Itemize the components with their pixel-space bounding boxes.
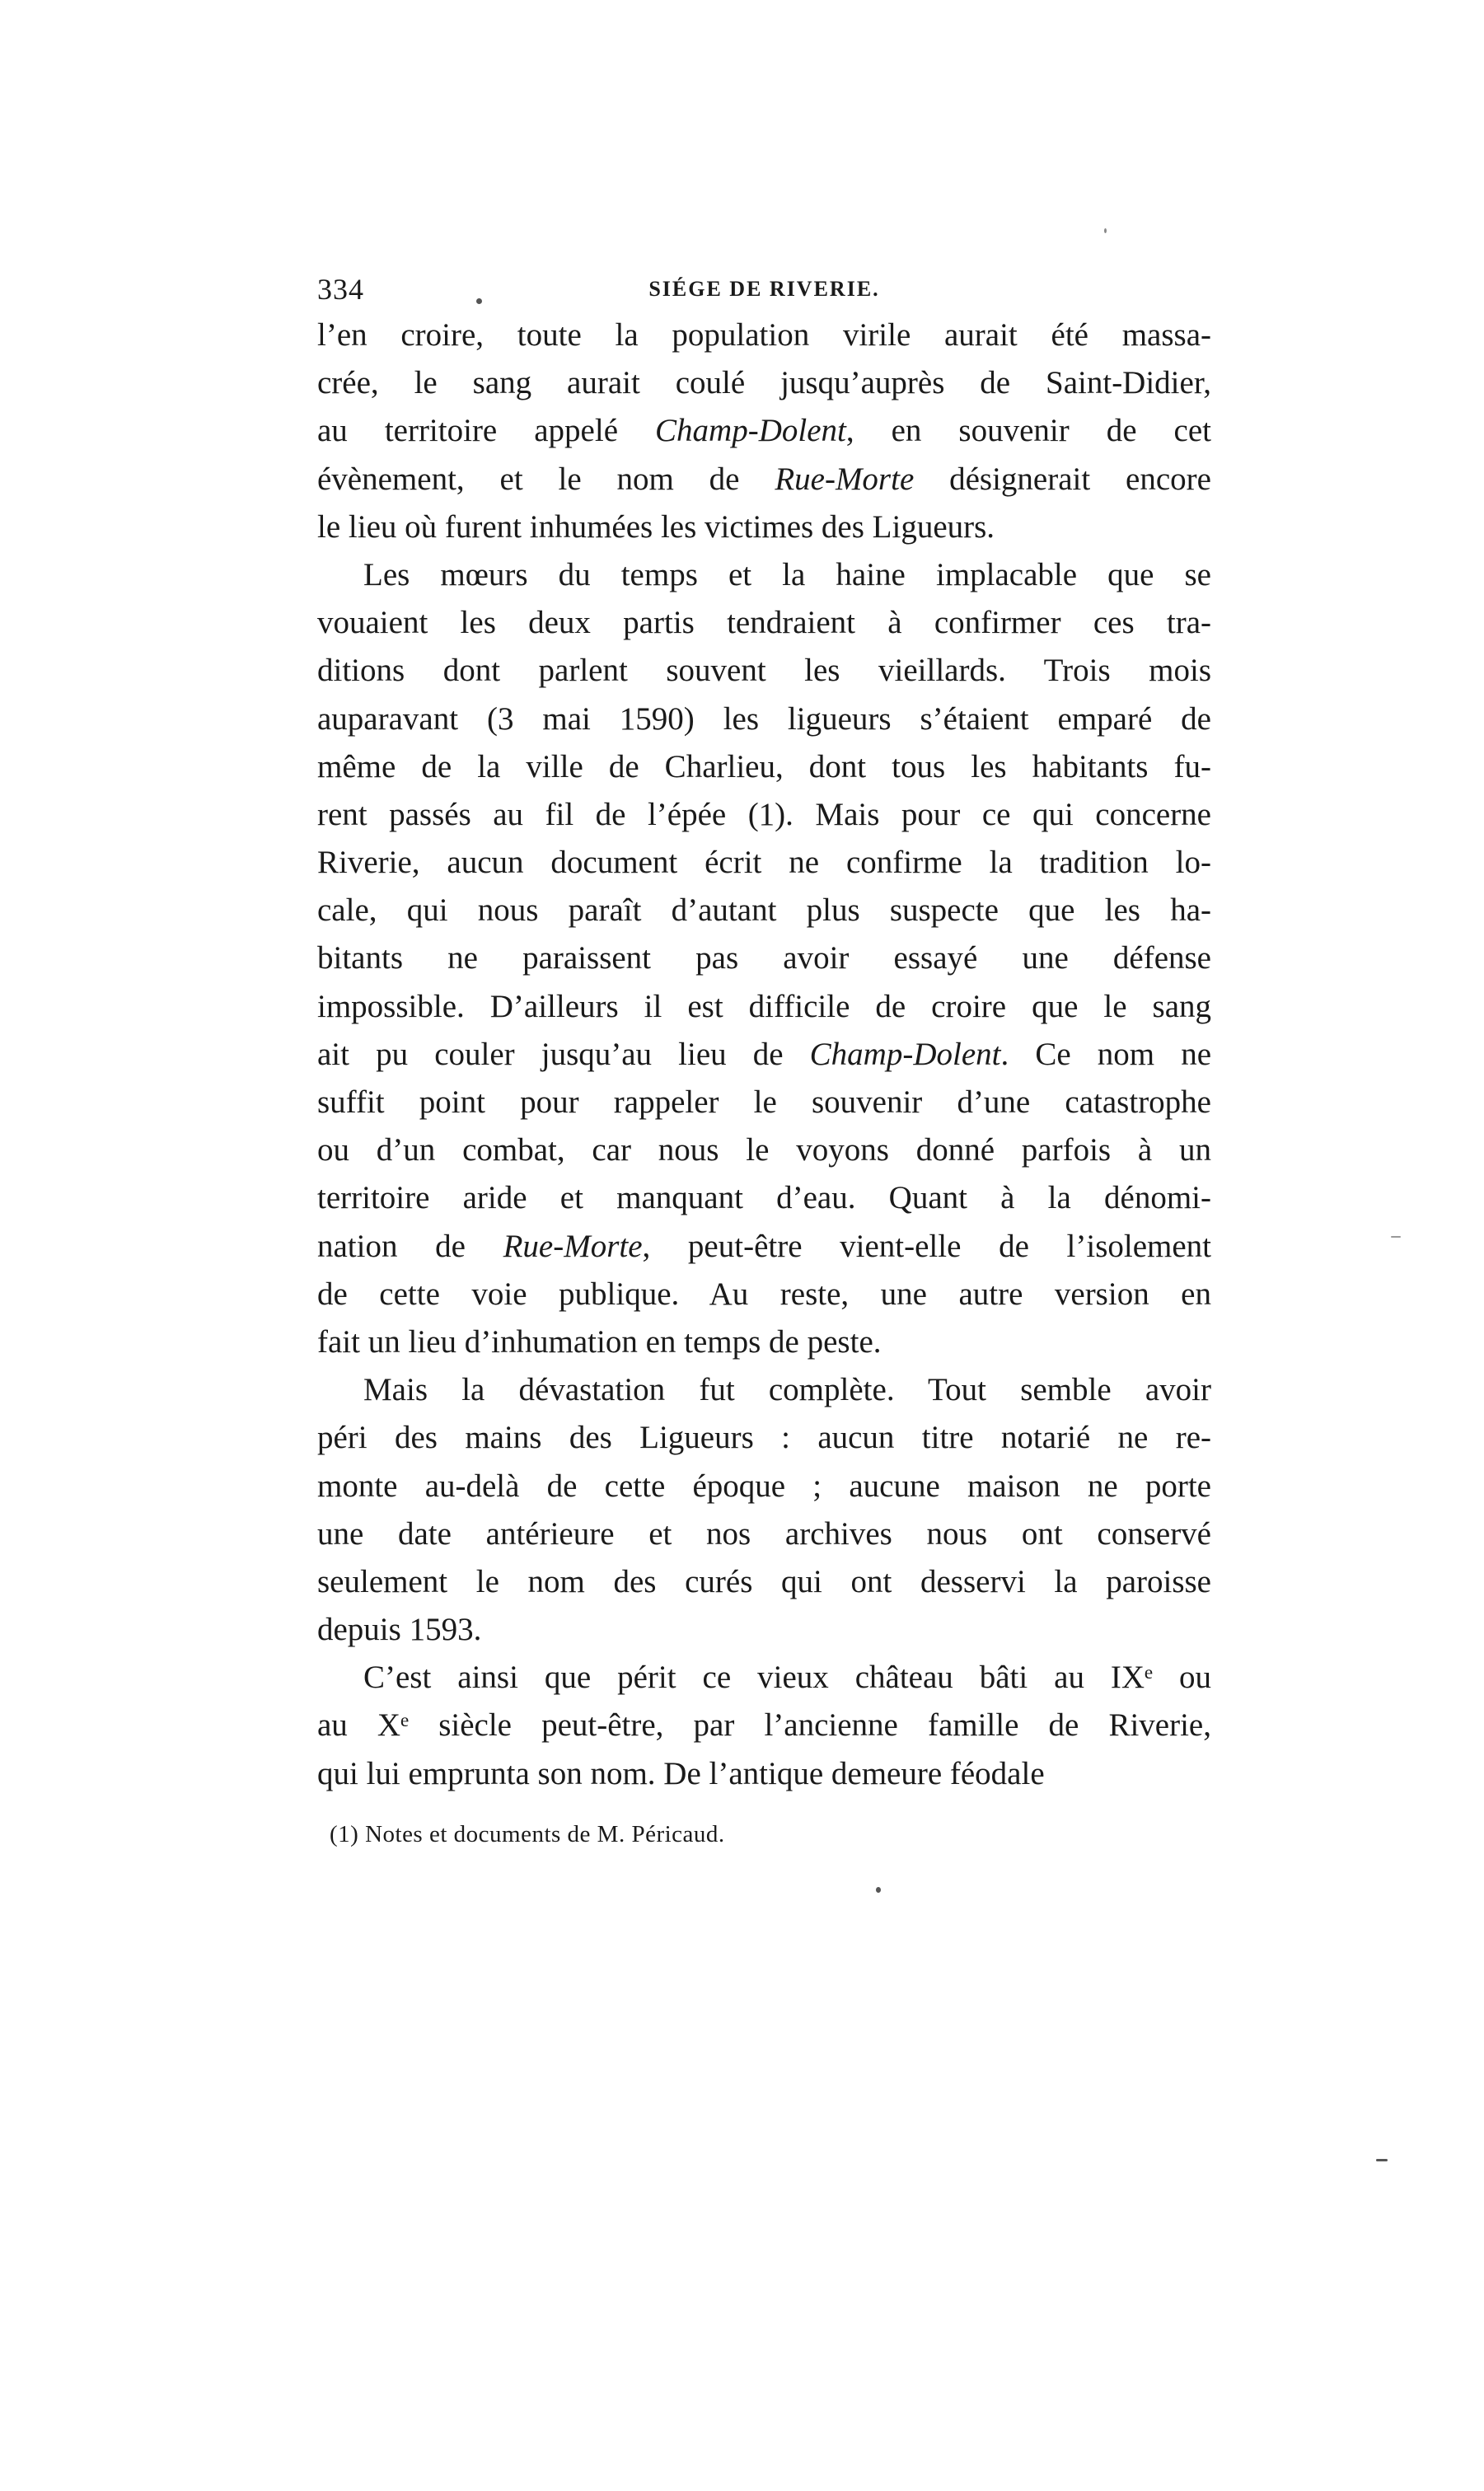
running-title: SIÉGE DE RIVERIE.: [648, 277, 880, 301]
body-text: [317, 311, 1211, 1798]
text-line: même de la ville de Charlieu, dont tous les habitants fu-: [317, 748, 1211, 784]
text-line: le lieu où furent inhumées les victimes des Ligueurs.: [317, 508, 995, 545]
text-line: qui lui emprunta son nom. De l’antique demeure féodale: [317, 1755, 1045, 1791]
text-line: une date antérieure et nos archives nous ont conservé: [317, 1515, 1211, 1552]
print-speck: [1376, 2159, 1388, 2161]
text-line: Riverie, aucun document écrit ne confirme la tradition lo-: [317, 845, 1211, 881]
page-header: [317, 272, 1211, 311]
text-line: suffit point pour rappeler le souvenir d’une catastrophe: [317, 1084, 1211, 1120]
text-line: seulement le nom des curés qui ont desservi la paroisse: [317, 1563, 1211, 1599]
text-line: nation de Rue-Morte, peut-être vient-elle de l’isolement: [317, 1228, 1211, 1264]
text-line: impossible. D’ailleurs il est difficile de croire que le sang: [317, 988, 1211, 1024]
text-line: depuis 1593.: [317, 1612, 482, 1648]
text-line: l’en croire, toute la population virile aurait été massa-: [317, 317, 1211, 353]
text-line: ait pu couler jusqu’au lieu de Champ-Dolent. Ce nom ne: [317, 1036, 1211, 1072]
text-line: bitants ne paraissent pas avoir essayé une défense: [317, 940, 1211, 976]
page-number: 334: [317, 273, 364, 306]
text-line: évènement, et le nom de Rue-Morte désignerait encore: [317, 461, 1211, 497]
text-line: territoire aride et manquant d’eau. Quant à la dénomi-: [317, 1180, 1211, 1216]
text-line: au territoire appelé Champ-Dolent, en souvenir de cet: [317, 413, 1212, 449]
text-line: auparavant (3 mai 1590) les ligueurs s’étaient emparé de: [317, 700, 1211, 737]
text-line: ou d’un combat, car nous le voyons donné parfois à un: [317, 1132, 1211, 1168]
text-line: de cette voie publique. Au reste, une autre version en: [317, 1276, 1211, 1312]
text-line: Les mœurs du temps et la haine implacable que se: [363, 556, 1211, 592]
text-line: fait un lieu d’inhumation en temps de peste.: [317, 1323, 882, 1360]
footnote: (1) Notes et documents de M. Péricaud.: [330, 1821, 725, 1847]
text-line: crée, le sang aurait coulé jusqu’auprès de Saint-Didier,: [317, 365, 1211, 401]
text-line: C’est ainsi que périt ce vieux château bâti au IXᵉ ou: [363, 1660, 1211, 1696]
text-line: monte au-delà de cette époque ; aucune maison ne porte: [317, 1468, 1211, 1504]
text-line: Mais la dévastation fut complète. Tout semble avoir: [363, 1372, 1211, 1408]
text-line: péri des mains des Ligueurs : aucun titre notarié ne re-: [317, 1420, 1211, 1456]
text-line: vouaient les deux partis tendraient à confirmer ces tra-: [317, 605, 1211, 641]
text-line: au Xᵉ siècle peut-être, par l’ancienne famille de Riverie,: [317, 1707, 1211, 1744]
print-speck: [1391, 1236, 1401, 1238]
print-speck: [1104, 228, 1107, 233]
print-speck: [876, 1887, 881, 1893]
print-speck: [476, 298, 482, 304]
text-line: ditions dont parlent souvent les vieillards. Trois mois: [317, 653, 1211, 689]
text-line: rent passés au fil de l’épée (1). Mais pour ce qui concerne: [317, 796, 1211, 832]
text-line: cale, qui nous paraît d’autant plus suspecte que les ha-: [317, 892, 1211, 929]
